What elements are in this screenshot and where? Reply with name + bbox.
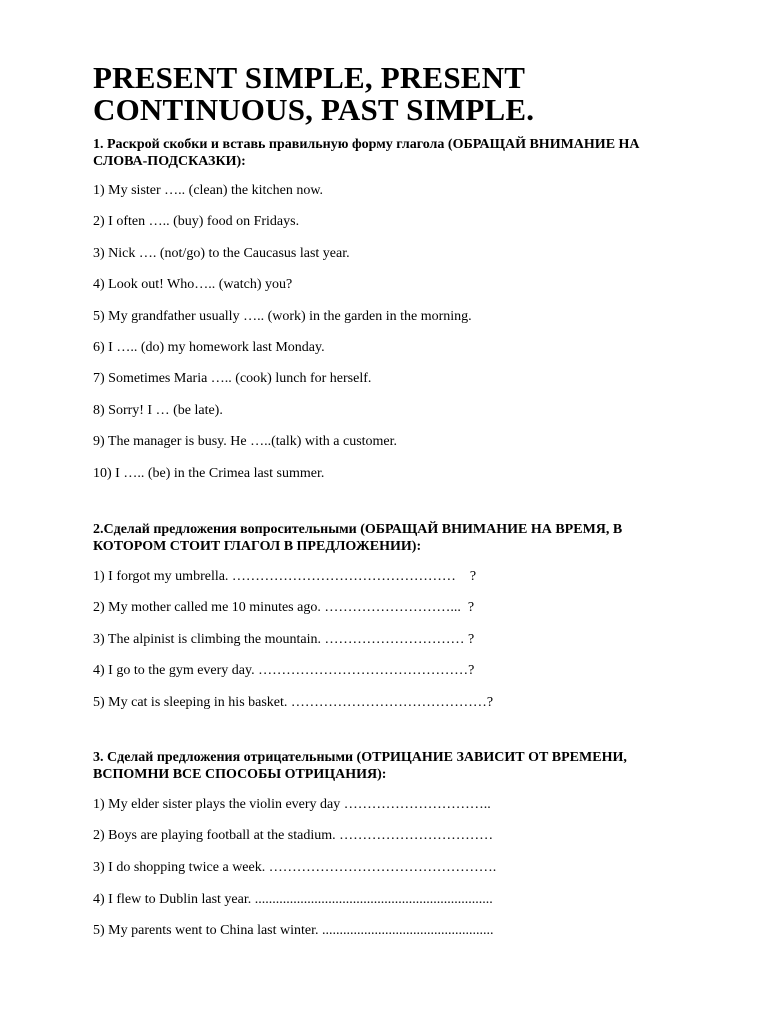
task-2-item: 1) I forgot my umbrella. ………………………………………… ? <box>93 568 477 584</box>
task-3-item: 4) I flew to Dublin last year. .................................................................... <box>93 891 493 907</box>
task-2-item: 4) I go to the gym every day. ………………………………………? <box>93 663 475 679</box>
task-1-item: 7) Sometimes Maria ….. (cook) lunch for herself. <box>93 371 372 387</box>
worksheet-page <box>93 62 693 954</box>
task-1-item: 9) The manager is busy. He …..(talk) with a customer. <box>93 434 398 450</box>
task-3-heading: 3. Сделай предложения отрицательными (ОТРИЦАНИЕ ЗАВИСИТ ОТ ВРЕМЕНИ, ВСПОМНИ ВСЕ СПОСОБЫ ОТРИЦАНИЯ): <box>93 749 627 782</box>
task-3-item: 5) My parents went to China last winter. ................................................. <box>93 923 494 939</box>
task-1-heading: 1. Раскрой скобки и вставь правильную форму глагола (ОБРАЩАЙ ВНИМАНИЕ НА СЛОВА-ПОДСКАЗКИ): <box>93 137 640 169</box>
task-2-heading: 2.Сделай предложения вопросительными (ОБРАЩАЙ ВНИМАНИЕ НА ВРЕМЯ, В КОТОРОМ СТОИТ ГЛАГОЛ В ПРЕДЛОЖЕНИИ): <box>93 521 623 554</box>
task-1-section <box>93 136 693 482</box>
task-2-item: 2) My mother called me 10 minutes ago. ………………………... ? <box>93 600 475 616</box>
task-1-item: 4) Look out! Who….. (watch) you? <box>93 277 293 293</box>
task-1-item: 2) I often ….. (buy) food on Fridays. <box>93 214 300 230</box>
task-2-section <box>93 521 693 711</box>
worksheet-title: PRESENT SIMPLE, PRESENT CONTINUOUS, PAST SIMPLE. <box>93 60 535 127</box>
task-1-item: 6) I ….. (do) my homework last Monday. <box>93 339 325 355</box>
task-1-item: 8) Sorry! I … (be late). <box>93 402 223 418</box>
task-3-section <box>93 749 693 939</box>
task-2-item: 5) My cat is sleeping in his basket. ……………………………………? <box>93 694 494 710</box>
task-1-item: 10) I ….. (be) in the Crimea last summer. <box>93 465 325 481</box>
task-1-item: 3) Nick …. (not/go) to the Caucasus last year. <box>93 245 350 261</box>
task-3-item: 1) My elder sister plays the violin every day ………………………….. <box>93 796 491 812</box>
task-1-item: 1) My sister ….. (clean) the kitchen now. <box>93 183 324 198</box>
task-3-item: 2) Boys are playing football at the stadium. …………………………… <box>93 828 494 844</box>
task-1-item: 5) My grandfather usually ….. (work) in the garden in the morning. <box>93 308 472 324</box>
task-3-item: 3) I do shopping twice a week. …………………………………………. <box>93 860 497 876</box>
task-2-item: 3) The alpinist is climbing the mountain. ………………………… ? <box>93 631 475 647</box>
